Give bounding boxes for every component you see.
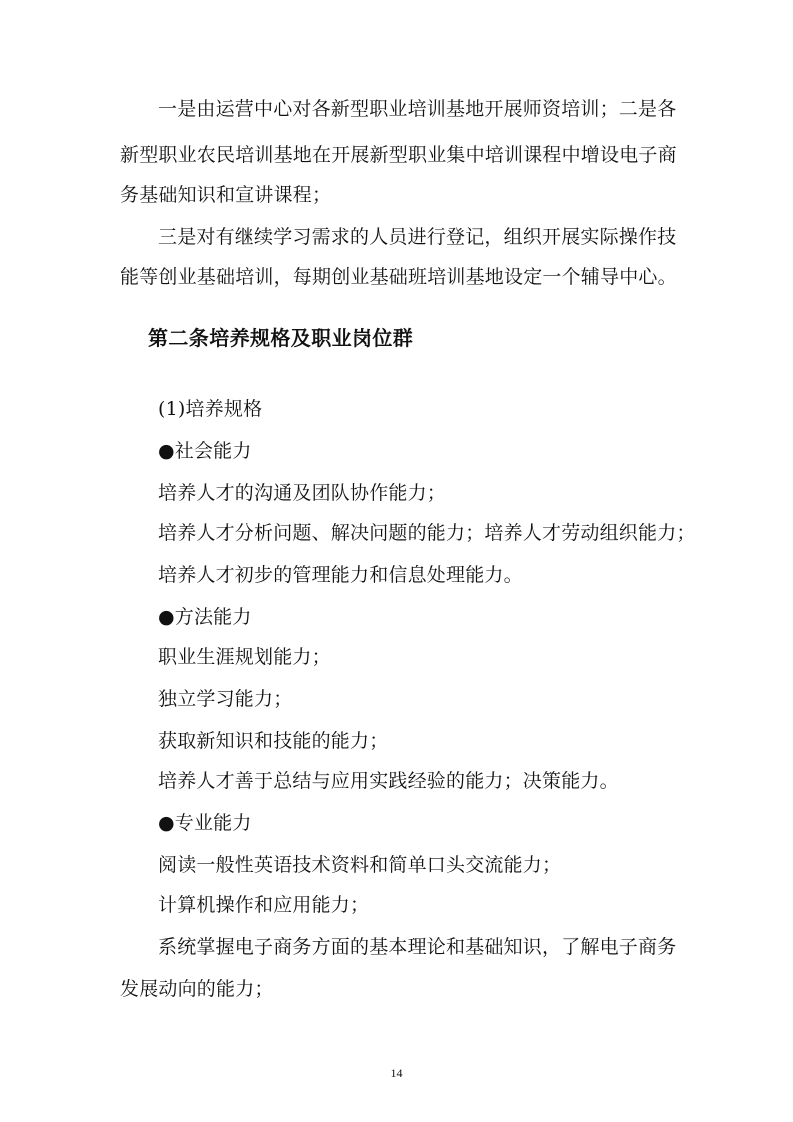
social-ability-title: ●社会能力 — [158, 440, 252, 462]
page-number: 14 — [390, 1066, 403, 1080]
method-ability-item: 职业生涯规划能力； — [158, 646, 331, 668]
method-ability-item: 获取新知识和技能的能力； — [158, 730, 389, 752]
method-ability-title: ●方法能力 — [158, 606, 252, 628]
paragraph-2-line-2: 能等创业基础培训，每期创业基础班培训基地设定一个辅导中心。 — [120, 266, 677, 288]
paragraph-1-line-3: 务基础知识和宣讲课程； — [120, 184, 332, 206]
section-heading: 第二条培养规格及职业岗位群 — [148, 326, 414, 350]
professional-ability-item: 系统掌握电子商务方面的基本理论和基础知识，了解电子商务 — [158, 936, 677, 958]
paragraph-1-line-2: 新型职业农民培训基地在开展新型职业集中培训课程中增设电子商 — [120, 144, 677, 166]
social-ability-item: 培养人才分析问题、解决问题的能力；培养人才劳动组织能力； — [158, 522, 696, 544]
social-ability-item: 培养人才初步的管理能力和信息处理能力。 — [158, 564, 523, 586]
subsection-title: (1)培养规格 — [158, 398, 263, 420]
professional-ability-item: 阅读一般性英语技术资料和简单口头交流能力； — [158, 854, 562, 876]
paragraph-1-line-1: 一是由运营中心对各新型职业培训基地开展师资培训；二是各 — [158, 98, 677, 120]
method-ability-item: 培养人才善于总结与应用实践经验的能力；决策能力。 — [158, 770, 619, 792]
professional-ability-item: 计算机操作和应用能力； — [158, 894, 370, 916]
social-ability-item: 培养人才的沟通及团队协作能力； — [158, 482, 447, 504]
paragraph-2-line-1: 三是对有继续学习需求的人员进行登记，组织开展实际操作技 — [158, 226, 677, 248]
professional-ability-item-continued: 发展动向的能力； — [120, 978, 274, 1000]
method-ability-item: 独立学习能力； — [158, 688, 293, 710]
professional-ability-title: ●专业能力 — [158, 812, 252, 834]
